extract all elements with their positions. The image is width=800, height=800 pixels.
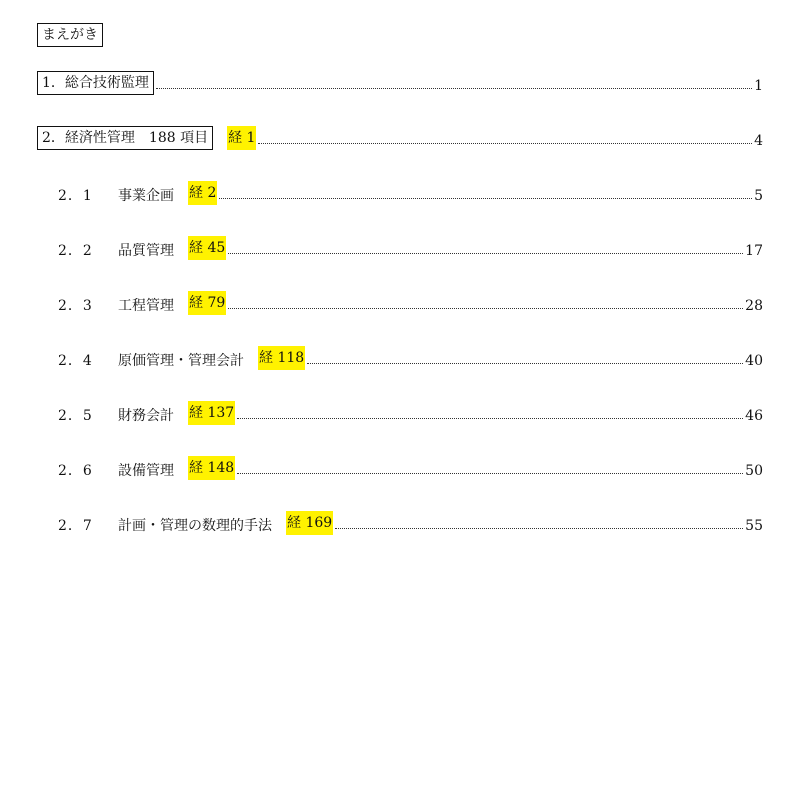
toc-entry-label [58, 456, 235, 480]
toc-entry-label [58, 236, 226, 260]
section-number: 2．5 [58, 408, 93, 424]
toc-entry-sub-5[interactable] [58, 399, 763, 425]
preface-heading[interactable] [37, 23, 103, 47]
toc-entry-sub-3[interactable] [58, 289, 763, 315]
section-number: 2．7 [58, 518, 93, 534]
page-number: 1 [754, 78, 763, 94]
page-number: 28 [745, 298, 763, 314]
section-number: 2．6 [58, 463, 93, 479]
reference-tag: 経 137 [188, 401, 235, 425]
dot-leader [219, 198, 752, 199]
toc-entry-sub-6[interactable] [58, 454, 763, 480]
section-number: 2．3 [58, 298, 93, 314]
section-number: 2．2 [58, 243, 93, 259]
main-section-title: 1．総合技術監理 [37, 71, 154, 95]
dot-leader [335, 528, 743, 529]
dot-leader [156, 88, 752, 89]
reference-tag: 経 148 [188, 456, 235, 480]
toc-entry-sub-7[interactable] [58, 509, 763, 535]
toc-entry-sub-4[interactable] [58, 344, 763, 370]
page-number: 5 [754, 188, 763, 204]
toc-entry-label [37, 71, 154, 95]
section-title: 事業企画 [118, 188, 174, 204]
toc-entry-label [58, 346, 305, 370]
main-section-title: 2．経済性管理 188 項目 [37, 126, 213, 150]
preface-label: まえがき [42, 27, 98, 43]
page-number: 50 [745, 463, 763, 479]
toc-entry-main-1[interactable] [37, 69, 763, 95]
toc-entry-label [58, 511, 333, 535]
toc-entry-label [37, 126, 256, 150]
section-title: 工程管理 [118, 298, 174, 314]
section-title: 設備管理 [118, 463, 174, 479]
toc-entry-sub-1[interactable] [58, 179, 763, 205]
section-title: 品質管理 [118, 243, 174, 259]
page-number: 40 [745, 353, 763, 369]
page-number: 17 [745, 243, 763, 259]
toc-entry-main-2[interactable] [37, 124, 763, 150]
reference-tag: 経 2 [188, 181, 217, 205]
page-number: 4 [754, 133, 763, 149]
section-number: 2．1 [58, 188, 93, 204]
section-title: 財務会計 [118, 408, 174, 424]
dot-leader [258, 143, 752, 144]
toc-entry-sub-2[interactable] [58, 234, 763, 260]
dot-leader [228, 308, 743, 309]
section-number: 2．4 [58, 353, 93, 369]
reference-tag: 経 169 [286, 511, 333, 535]
section-title: 原価管理・管理会計 [118, 353, 244, 369]
page-number: 46 [745, 408, 763, 424]
reference-tag: 経 118 [258, 346, 305, 370]
toc-entry-label [58, 181, 217, 205]
dot-leader [237, 418, 743, 419]
dot-leader [237, 473, 743, 474]
dot-leader [228, 253, 743, 254]
reference-tag: 経 1 [227, 126, 256, 150]
reference-tag: 経 79 [188, 291, 226, 315]
page-number: 55 [745, 518, 763, 534]
reference-tag: 経 45 [188, 236, 226, 260]
dot-leader [307, 363, 743, 364]
section-title: 計画・管理の数理的手法 [118, 518, 272, 534]
toc-entry-label [58, 291, 226, 315]
toc-entry-label [58, 401, 235, 425]
